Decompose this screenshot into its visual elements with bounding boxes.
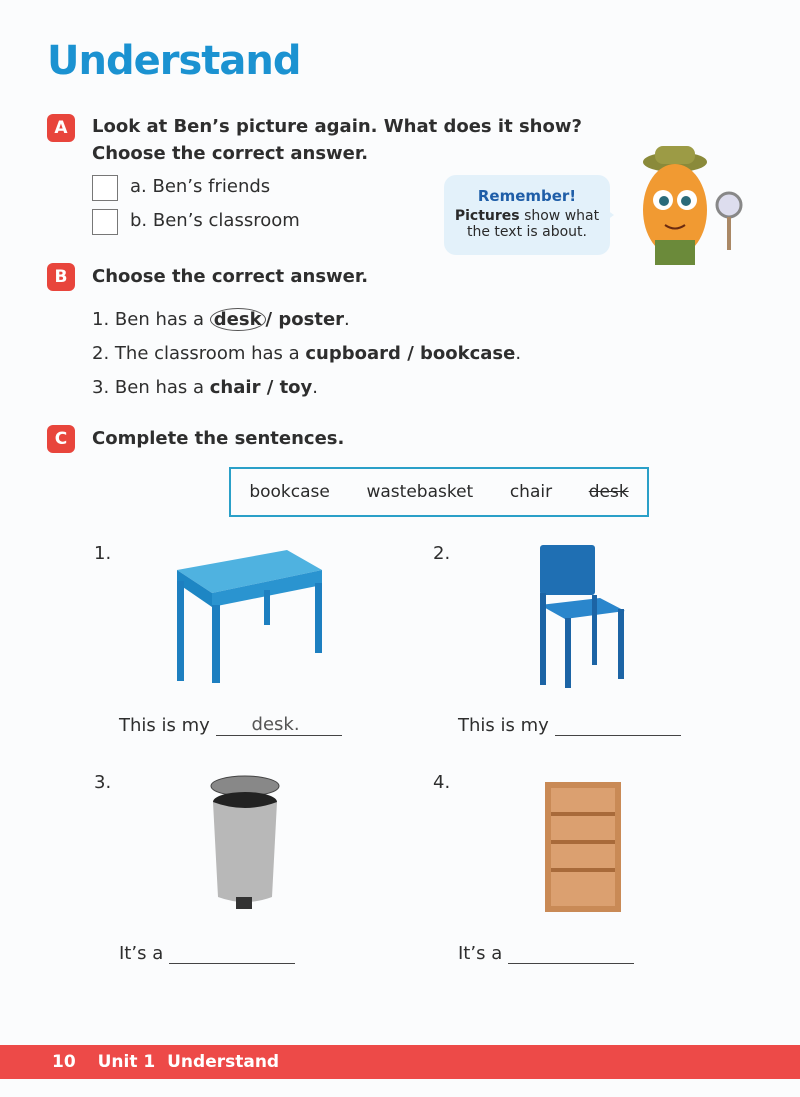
chair-image [530, 543, 630, 691]
handwritten-answer: desk. [251, 714, 300, 735]
b-item [92, 371, 521, 405]
item-number: 1. [92, 309, 110, 330]
option[interactable]: bookcase [420, 343, 516, 364]
item-end: . [344, 309, 350, 330]
separator: / [260, 377, 280, 398]
section-a-badge: A [47, 114, 75, 142]
item-number: 2. [92, 343, 110, 364]
callout-bold: Pictures [454, 208, 520, 224]
option-circled[interactable]: desk [210, 308, 266, 331]
section-b-question: Choose the correct answer. [92, 266, 369, 287]
section-a-question [92, 116, 582, 164]
word: chair [509, 482, 553, 502]
desk-image [172, 545, 327, 685]
item-number: 2. [433, 543, 451, 564]
footer-unit: Unit 1 [97, 1052, 156, 1072]
answer-blank[interactable] [169, 943, 295, 964]
option[interactable]: poster [278, 309, 345, 330]
item-number: 1. [94, 543, 112, 564]
answer-blank[interactable] [508, 943, 634, 964]
prompt: This is my [119, 715, 210, 736]
word-bank [229, 467, 649, 517]
answer-blank[interactable] [555, 715, 681, 736]
question-line: Look at Ben’s picture again. What does it show? [92, 116, 582, 137]
section-c-badge: C [47, 425, 75, 453]
checkbox-b[interactable] [92, 209, 118, 235]
item-number: 3. [92, 377, 110, 398]
item-text: The classroom has a [114, 343, 306, 364]
sentence-4 [458, 943, 634, 964]
item-text: Ben has a [114, 377, 210, 398]
wastebasket-image [208, 772, 283, 912]
callout-text: show what [519, 208, 600, 224]
item-text: Ben has a [114, 309, 210, 330]
question-line: Choose the correct answer. [92, 143, 369, 164]
section-c-question: Complete the sentences. [92, 428, 345, 449]
separator: / [265, 309, 279, 330]
option-a: a. Ben’s friends [130, 176, 271, 197]
sentence-3 [119, 943, 295, 964]
page-title: Understand [47, 38, 301, 84]
option-b: b. Ben’s classroom [130, 210, 300, 231]
bookcase-image [545, 782, 623, 914]
option[interactable]: chair [209, 377, 261, 398]
page-footer [0, 1045, 800, 1079]
checkbox-a[interactable] [92, 175, 118, 201]
page-number: 10 [52, 1052, 76, 1072]
item-end: . [515, 343, 522, 364]
prompt: This is my [458, 715, 549, 736]
word: bookcase [249, 482, 330, 502]
item-number: 3. [94, 772, 112, 793]
callout-text: the text is about. [467, 224, 587, 240]
item-number: 4. [433, 772, 451, 793]
word: wastebasket [366, 482, 474, 502]
option[interactable]: toy [279, 377, 313, 398]
b-item [92, 337, 521, 371]
mascot-illustration [625, 140, 745, 275]
callout-heading: Remember! [477, 187, 577, 205]
answer-blank[interactable] [216, 715, 342, 736]
item-end: . [312, 377, 319, 398]
section-b-badge: B [47, 263, 75, 291]
remember-callout [444, 175, 610, 255]
sentence-1 [119, 715, 342, 736]
word-crossed: desk [588, 482, 629, 502]
prompt: It’s a [119, 943, 164, 964]
separator: / [400, 343, 421, 364]
b-item [92, 303, 521, 337]
footer-section: Understand [167, 1052, 280, 1072]
sentence-2 [458, 715, 681, 736]
option[interactable]: cupboard [305, 343, 401, 364]
prompt: It’s a [458, 943, 503, 964]
section-b-items [92, 303, 521, 405]
